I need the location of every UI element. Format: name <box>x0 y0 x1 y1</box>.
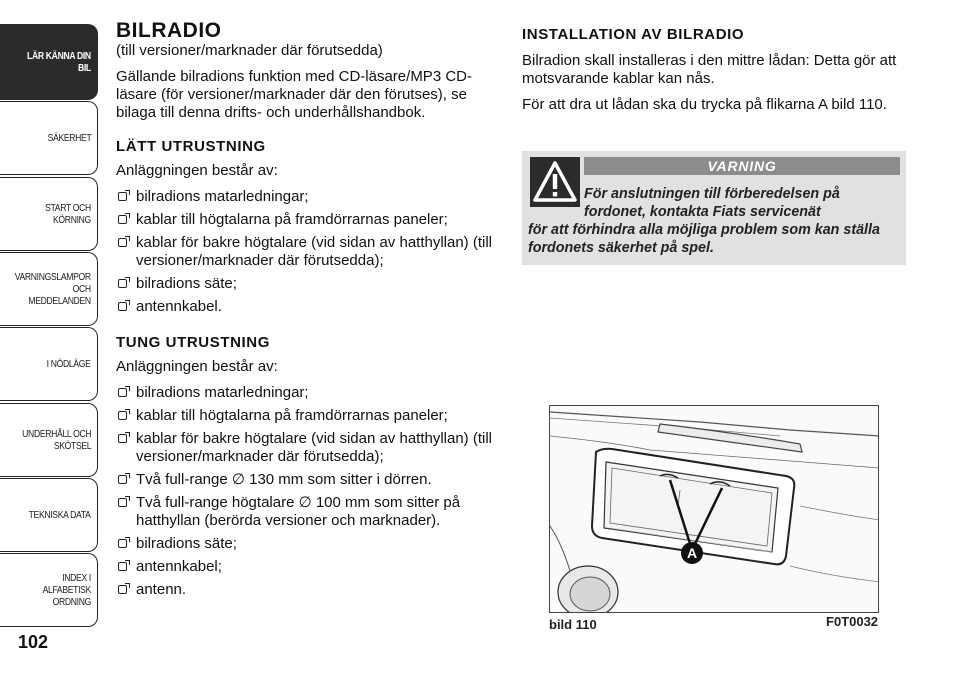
checkbox-bullet-icon <box>118 279 127 288</box>
list-item: bilradions säte; <box>116 535 496 553</box>
heavy-equipment-lead: Anläggningen består av: <box>116 358 278 375</box>
figure-caption: bild 110 <box>549 617 597 632</box>
installation-paragraph-1: Bilradion skall installeras i den mittre lådan: Detta gör att motsvarande kablar kan nås. <box>522 52 897 87</box>
left-column <box>116 20 496 613</box>
heavy-equipment-list <box>116 384 496 599</box>
figure-dashboard-radio-compartment <box>549 405 879 613</box>
list-item: bilradions säte; <box>116 275 496 293</box>
list-item: kablar till högtalarna på framdörrarnas paneler; <box>116 211 496 229</box>
tab-index[interactable]: INDEX I ALFABETISK ORDNING <box>0 553 98 627</box>
tab-sakerhet[interactable]: SÄKERHET <box>0 101 98 175</box>
installation-heading: INSTALLATION AV BILRADIO <box>522 26 745 43</box>
installation-paragraph-2: För att dra ut lådan ska du trycka på flikarna A bild 110. <box>522 96 887 113</box>
page-number: 102 <box>18 632 49 652</box>
light-equipment-lead: Anläggningen består av: <box>116 162 278 179</box>
marker-a: A <box>681 542 703 564</box>
intro-paragraph: Gällande bilradions funktion med CD-läsare/MP3 CD-läsare (för versioner/marknader där den förutses), se bilaga till denna drifts- och underhållshandbok. <box>116 68 472 121</box>
warning-box <box>522 151 906 265</box>
checkbox-bullet-icon <box>118 434 127 443</box>
figure-code: F0T0032 <box>826 614 879 629</box>
list-item: kablar till högtalarna på framdörrarnas paneler; <box>116 407 496 425</box>
list-item: antennkabel. <box>116 298 496 316</box>
list-item: Två full-range ∅ 130 mm som sitter i dörren. <box>116 471 496 489</box>
warning-text: För anslutningen till förberedelsen på fordonet, kontakta Fiats servicenät för att förhindra alla möjliga problem som kan ställa fordonets säkerhet på spel. <box>528 186 880 256</box>
chapter-sidebar <box>0 0 100 640</box>
checkbox-bullet-icon <box>118 238 127 247</box>
list-item: kablar för bakre högtalare (vid sidan av hatthyllan) (till versioner/marknader där förutsedda); <box>116 234 496 270</box>
page-title: BILRADIO <box>116 19 222 42</box>
tab-lar-kanna-din-bil[interactable]: LÄR KÄNNA DIN BIL <box>0 24 98 100</box>
light-equipment-list <box>116 188 496 316</box>
checkbox-bullet-icon <box>118 192 127 201</box>
light-equipment-heading: LÄTT UTRUSTNING <box>116 138 266 155</box>
list-item: kablar för bakre högtalare (vid sidan av hatthyllan) (till versioner/marknader där förutsedda); <box>116 430 496 466</box>
tab-varningslampor[interactable]: VARNINGSLAMPOR OCH MEDDELANDEN <box>0 252 98 326</box>
list-item: antennkabel; <box>116 558 496 576</box>
checkbox-bullet-icon <box>118 215 127 224</box>
dashboard-illustration <box>550 406 879 613</box>
checkbox-bullet-icon <box>118 475 127 484</box>
right-column <box>522 26 912 114</box>
checkbox-bullet-icon <box>118 562 127 571</box>
page-subtitle: (till versioner/marknader där förutsedda) <box>116 42 383 59</box>
warning-label: VARNING <box>584 157 900 175</box>
checkbox-bullet-icon <box>118 498 127 507</box>
list-item: bilradions matarledningar; <box>116 188 496 206</box>
heavy-equipment-heading: TUNG UTRUSTNING <box>116 334 270 351</box>
tab-start-och-korning[interactable]: START OCH KÖRNING <box>0 177 98 251</box>
list-item: Två full-range högtalare ∅ 100 mm som sitter på hatthyllan (berörda versioner och marknader). <box>116 494 496 530</box>
tab-underhall-och-skotsel[interactable]: UNDERHÅLL OCH SKÖTSEL <box>0 403 98 477</box>
checkbox-bullet-icon <box>118 585 127 594</box>
checkbox-bullet-icon <box>118 388 127 397</box>
tab-i-nodlage[interactable]: I NÖDLÄGE <box>0 327 98 401</box>
checkbox-bullet-icon <box>118 411 127 420</box>
tab-tekniska-data[interactable]: TEKNISKA DATA <box>0 478 98 552</box>
checkbox-bullet-icon <box>118 302 127 311</box>
checkbox-bullet-icon <box>118 539 127 548</box>
list-item: antenn. <box>116 581 496 599</box>
list-item: bilradions matarledningar; <box>116 384 496 402</box>
